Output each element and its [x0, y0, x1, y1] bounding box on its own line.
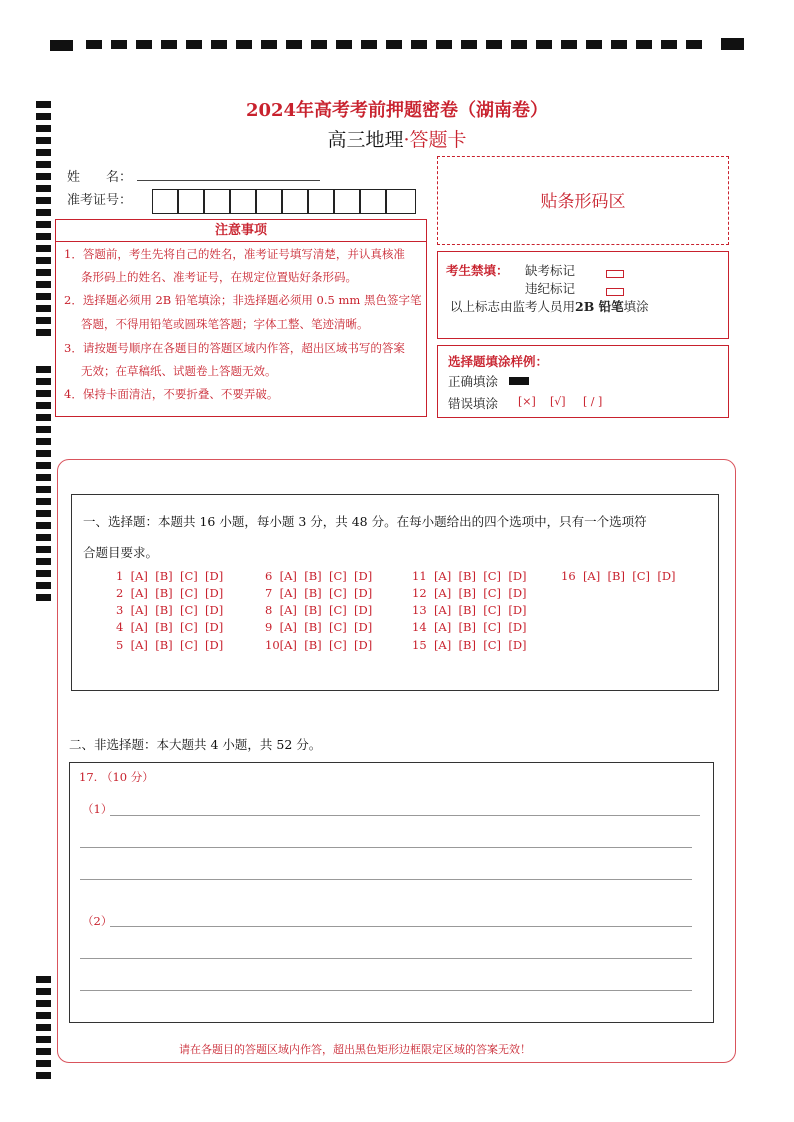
timing-mark: [36, 976, 51, 983]
timing-mark: [36, 1012, 51, 1019]
timing-mark: [36, 378, 51, 385]
timing-mark: [36, 450, 51, 457]
absent-label: 缺考标记: [525, 263, 576, 278]
choice-section-box: [71, 494, 719, 691]
exam-id-cell[interactable]: [256, 189, 282, 214]
choice-row[interactable]: 10[A] [B] [C] [D]: [265, 638, 373, 652]
choice-row[interactable]: 5 [A] [B] [C] [D]: [116, 638, 224, 652]
correct-fill-sample: [509, 377, 529, 385]
timing-mark: [36, 546, 51, 553]
timing-mark: [36, 988, 51, 995]
name-label: 姓 名：: [67, 170, 133, 185]
choice-row[interactable]: 11 [A] [B] [C] [D]: [412, 569, 527, 583]
exam-id-cell[interactable]: [334, 189, 360, 214]
choice-row[interactable]: 9 [A] [B] [C] [D]: [265, 620, 373, 634]
instruction-post: 填涂: [623, 299, 649, 314]
timing-mark: [36, 1072, 51, 1079]
choice-row[interactable]: 12 [A] [B] [C] [D]: [412, 586, 527, 600]
answer-line[interactable]: [80, 990, 692, 991]
timing-mark: [36, 281, 51, 288]
timing-mark: [36, 257, 51, 264]
exam-id-cell[interactable]: [386, 189, 416, 214]
barcode-area: [437, 156, 729, 245]
timing-mark: [36, 233, 51, 240]
exam-id-cell[interactable]: [204, 189, 230, 214]
note-line: 条形码上的姓名、准考证号，在规定位置贴好条形码。: [81, 270, 357, 284]
exam-title: 2024年高考考前押题密卷（湖南卷）: [245, 100, 549, 121]
choice-row[interactable]: 8 [A] [B] [C] [D]: [265, 603, 373, 617]
exam-id-cell[interactable]: [360, 189, 386, 214]
choice-row[interactable]: 15 [A] [B] [C] [D]: [412, 638, 527, 652]
forbidden-instruction: [450, 297, 649, 315]
note-line: 4．保持卡面清洁，不要折叠、不要弄破。: [64, 387, 279, 401]
subject-separator: ·: [403, 129, 410, 151]
choice-heading-line1: 一、选择题：本题共 16 小题，每小题 3 分，共 48 分。在每小题给出的四个选项中，只有一个选项符: [83, 514, 647, 529]
nonchoice-heading: 二、非选择题：本大题共 4 小题，共 52 分。: [69, 737, 322, 752]
name-input-line[interactable]: [137, 180, 320, 181]
wrong-mark: [ / ]: [583, 395, 603, 408]
choice-row[interactable]: 16 [A] [B] [C] [D]: [561, 569, 676, 583]
exam-id-label: 准考证号：: [67, 193, 133, 208]
subject-name: 高三地理: [327, 129, 404, 151]
notes-title: 注意事项: [56, 220, 426, 242]
timing-mark: [36, 161, 51, 168]
choice-row[interactable]: 1 [A] [B] [C] [D]: [116, 569, 224, 583]
violation-label: 违纪标记: [525, 281, 576, 296]
timing-mark: [36, 366, 51, 373]
answer-line[interactable]: [80, 847, 692, 848]
wrong-mark: [×]: [518, 395, 536, 408]
timing-mark: [36, 522, 51, 529]
timing-mark: [36, 1024, 51, 1031]
timing-mark: [36, 329, 51, 336]
answer-line[interactable]: [110, 815, 700, 816]
timing-mark: [36, 293, 51, 300]
exam-id-cell[interactable]: [178, 189, 204, 214]
q17-part2-label: （2）: [82, 914, 113, 928]
choice-row[interactable]: 4 [A] [B] [C] [D]: [116, 620, 224, 634]
timing-mark: [36, 221, 51, 228]
timing-mark: [36, 462, 51, 469]
timing-mark: [36, 245, 51, 252]
correct-fill-label: 正确填涂: [448, 374, 499, 389]
timing-mark: [36, 317, 51, 324]
note-line: 答题，不得用铅笔或圆珠笔答题；字体工整、笔迹清晰。: [81, 317, 369, 331]
notes-box: [55, 219, 427, 417]
timing-mark: [36, 402, 51, 409]
timing-mark: [36, 305, 51, 312]
forbidden-title: 考生禁填：: [446, 263, 509, 278]
choice-row[interactable]: 2 [A] [B] [C] [D]: [116, 586, 224, 600]
timing-mark: [36, 209, 51, 216]
timing-mark: [36, 498, 51, 505]
q17-label: 17. （10 分）: [79, 770, 154, 784]
timing-mark: [36, 269, 51, 276]
choice-row[interactable]: 3 [A] [B] [C] [D]: [116, 603, 224, 617]
q17-part1-label: （1）: [82, 802, 113, 816]
timing-mark: [36, 558, 51, 565]
exam-id-cell[interactable]: [152, 189, 178, 214]
note-line: 1．答题前，考生先将自己的姓名，准考证号填写清楚，并认真核准: [64, 247, 405, 261]
answer-line[interactable]: [80, 958, 692, 959]
choice-row[interactable]: 13 [A] [B] [C] [D]: [412, 603, 527, 617]
footer-warning: 请在各题目的答题区域内作答，超出黑色矩形边框限定区域的答案无效！: [179, 1043, 531, 1056]
barcode-label: 贴条形码区: [540, 192, 626, 212]
absent-checkbox[interactable]: [606, 263, 624, 282]
choice-row[interactable]: 14 [A] [B] [C] [D]: [412, 620, 527, 634]
note-line: 2．选择题必须用 2B 铅笔填涂；非选择题必须用 0.5 mm 黑色签字笔: [64, 293, 422, 307]
timing-mark: [36, 474, 51, 481]
timing-mark: [36, 510, 51, 517]
timing-mark: [36, 1060, 51, 1067]
instruction-pre: 以上标志由监考人员用: [450, 299, 576, 314]
wrong-mark: [√]: [550, 395, 566, 408]
exam-id-cell[interactable]: [308, 189, 334, 214]
timing-mark: [36, 1000, 51, 1007]
choice-heading-line2: 合题目要求。: [83, 545, 159, 560]
answer-line[interactable]: [80, 879, 692, 880]
timing-mark: [36, 1036, 51, 1043]
timing-mark: [36, 426, 51, 433]
choice-row[interactable]: 6 [A] [B] [C] [D]: [265, 569, 373, 583]
timing-mark: [36, 570, 51, 577]
note-line: 无效；在草稿纸、试题卷上答题无效。: [81, 364, 277, 378]
timing-mark: [36, 438, 51, 445]
subject-title: [0, 125, 794, 152]
timing-mark: [36, 197, 51, 204]
note-line: 3．请按题号顺序在各题目的答题区域内作答，超出区域书写的答案: [64, 341, 405, 355]
timing-mark: [36, 414, 51, 421]
instruction-bold: 2B 铅笔: [575, 299, 624, 314]
answer-line[interactable]: [110, 926, 692, 927]
timing-mark: [36, 486, 51, 493]
exam-id-cell[interactable]: [230, 189, 256, 214]
timing-mark: [36, 534, 51, 541]
timing-mark: [36, 185, 51, 192]
choice-row[interactable]: 7 [A] [B] [C] [D]: [265, 586, 373, 600]
fill-example-box: [437, 345, 729, 418]
forbidden-box: [437, 251, 729, 339]
wrong-fill-label: 错误填涂: [448, 396, 499, 411]
timing-mark: [36, 594, 51, 601]
timing-mark: [36, 1048, 51, 1055]
timing-mark: [36, 173, 51, 180]
exam-id-cell[interactable]: [282, 189, 308, 214]
timing-mark: [36, 582, 51, 589]
timing-mark: [36, 390, 51, 397]
subject-suffix: 答题卡: [409, 129, 467, 151]
q17-answer-box: [69, 762, 714, 1023]
fill-example-title: 选择题填涂样例：: [448, 354, 549, 369]
